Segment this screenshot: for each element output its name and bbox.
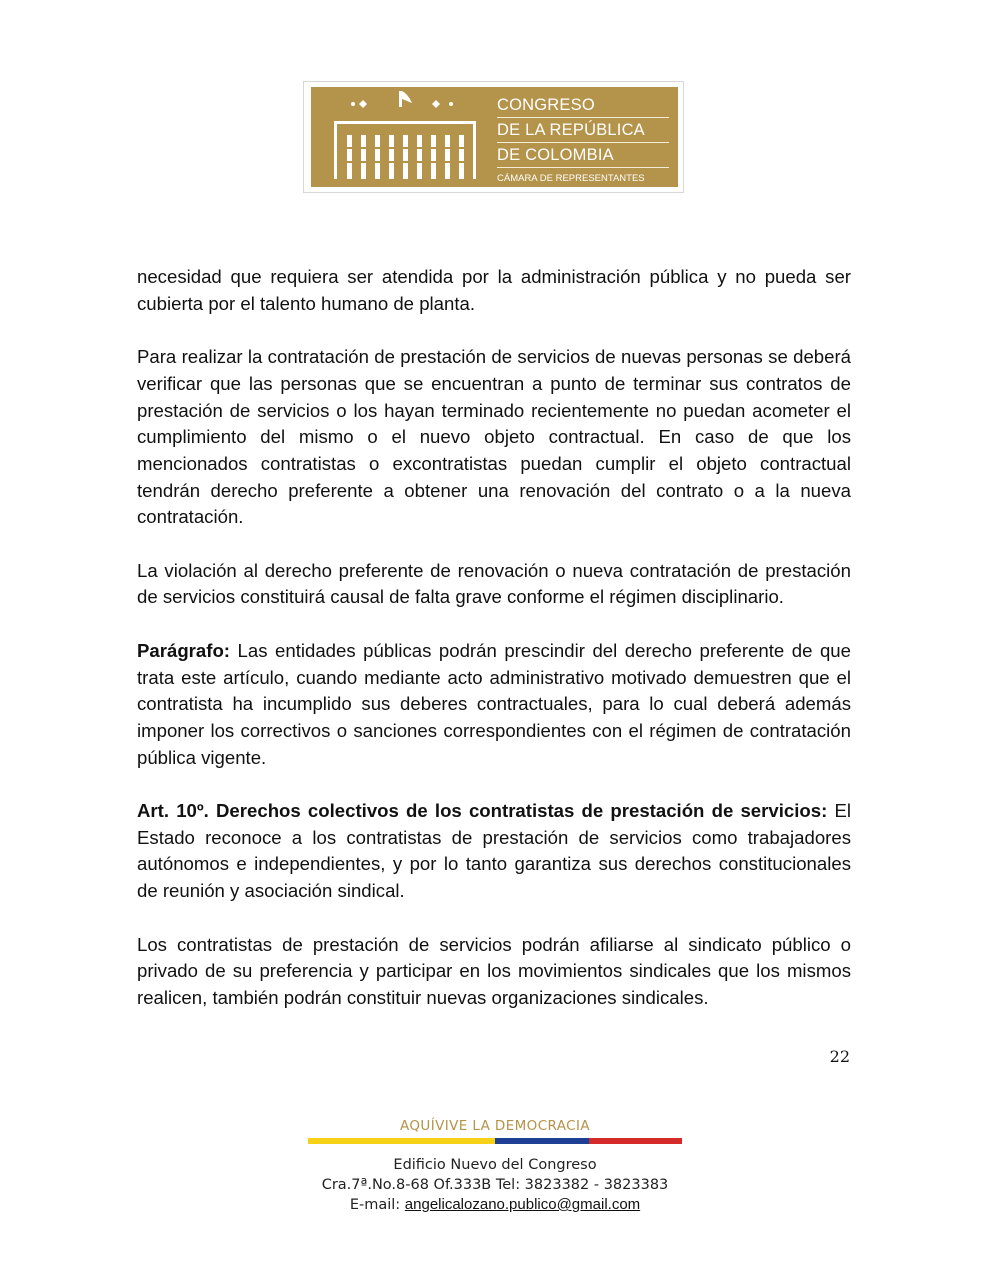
page-number: 22: [829, 1047, 850, 1066]
logo-gold-panel: [311, 87, 678, 187]
paragraph-3: La violación al derecho preferente de renovación o nueva contratación de prestación de servicios constituirá causal de falta grave conforme el régimen disciplinario.: [137, 559, 851, 608]
article-10-heading: Art. 10º. Derechos colectivos de los contratistas de prestación de servicios:: [137, 800, 828, 821]
logo-line-republica: DE LA REPÚBLICA: [497, 120, 669, 143]
logo-line-congreso: CONGRESO: [497, 95, 669, 118]
footer-building: Edificio Nuevo del Congreso: [393, 1157, 597, 1173]
logo-text: [497, 95, 669, 185]
congress-logo: [303, 81, 684, 193]
document-body: [137, 264, 851, 1038]
paragraph-6: Los contratistas de prestación de servicios podrán afiliarse al sindicato público o privado de su preferencia y participar en los movimientos sindicales que los mismos realicen, también podrán constituir nuevas organizaciones sindicales.: [137, 933, 851, 1008]
colombia-flag-stripe: [308, 1138, 682, 1144]
footer-address: Cra.7ª.No.8-68 Of.333B Tel: 3823382 - 3823383: [321, 1177, 669, 1193]
flag-red-stripe: [589, 1138, 683, 1144]
paragrafo-label: Parágrafo:: [137, 639, 230, 661]
paragraph-paragrafo: [137, 638, 851, 772]
paragraph-article-10: [137, 798, 851, 905]
flag-yellow-stripe: [308, 1138, 495, 1144]
page-footer: [0, 1117, 990, 1215]
paragraph-1: necesidad que requiera ser atendida por la administración pública y no pueda ser cubierta por el talento humano de planta.: [137, 266, 851, 314]
footer-email-line: [0, 1195, 990, 1215]
logo-line-colombia: DE COLOMBIA: [497, 145, 669, 168]
footer-email-link[interactable]: angelicalozano.publico@gmail.com: [404, 1196, 641, 1213]
flag-blue-stripe: [495, 1138, 589, 1144]
capitol-building-icon: [311, 87, 486, 187]
article-10-text: El Estado reconoce a los contratistas de prestación de servicios como trabajadores autónomos e independientes, y por lo tanto garantiza sus derechos constitucionales de reunión y asociación sindical.: [137, 800, 851, 902]
paragrafo-text: Las entidades públicas podrán prescindir del derecho preferente de que trata este artículo, cuando mediante acto administrativo motivado demuestren que el contratista ha incumplido sus deberes contractuales, para lo cual deberá además imponer los correctivos o sanciones correspondientes con el régimen de contratación pública vigente.: [137, 639, 851, 768]
logo-subtitle: CÁMARA DE REPRESENTANTES: [497, 173, 645, 184]
footer-email-label: E-mail:: [349, 1197, 405, 1213]
footer-slogan: AQUÍVIVE LA DEMOCRACIA: [399, 1118, 590, 1134]
paragraph-2: Para realizar la contratación de prestación de servicios de nuevas personas se deberá verificar que las personas que se encuentran a punto de terminar sus contratos de prestación de servicios o los hayan terminado recientemente no puedan acometer el cumplimiento del mismo o el nuevo objeto contractual. En caso de que los mencionados contratistas o excontratistas puedan cumplir el objeto contractual tendrán derecho preferente a obtener una renovación del contrato o a la nueva contratación.: [137, 346, 851, 528]
